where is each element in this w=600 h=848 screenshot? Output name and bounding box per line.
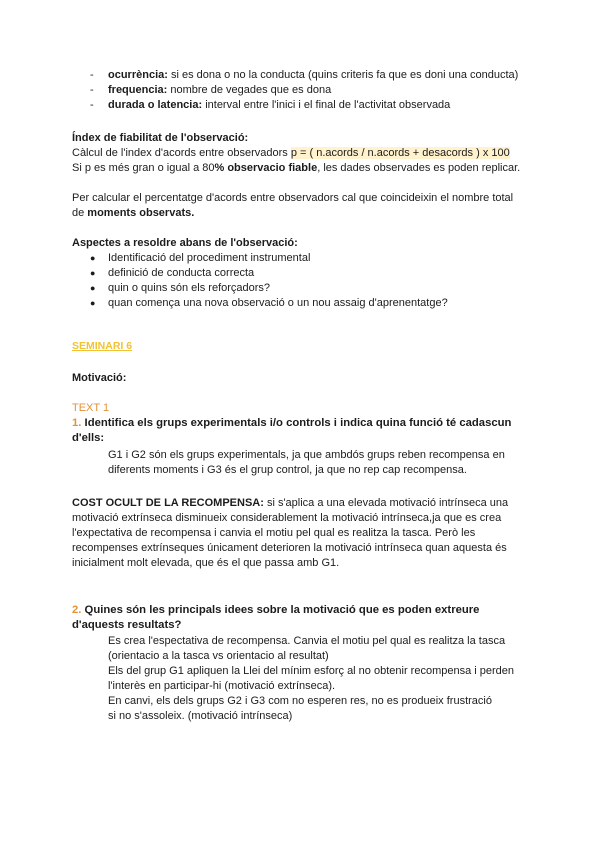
definitions-list (72, 68, 532, 113)
reliability-formula-line: Càlcul de l'index d'acords entre observadors p = ( n.acords / n.acords + desacords ) x 100 (72, 147, 510, 159)
reliability-heading: Índex de fiabilitat de l'observació: (72, 132, 249, 144)
list-item: ● quin o quins són els reforçadors? (90, 282, 271, 294)
list-item: ● quan comença una nova observació o un nou assaig d'aprenentatge? (90, 297, 448, 309)
list-item: - frequencia: nombre de vegades que es dona (90, 84, 332, 96)
seminar-topic: Motivació: (72, 372, 127, 384)
hidden-cost-paragraph: COST OCULT DE LA RECOMPENSA: si s'aplica a una elevada motivació intrínseca una motivació extrínseca disminueix considerablement la motivació intrínseca,ja que es crea l'expectativa de recompensa i canvia el motiu pel qual es realitza la tasca. Però les recompenses extrínseques únicament deterioren la motivació intrínseca quan aquesta és inicialment molt elevada, que és el que passa amb G1. (72, 497, 509, 569)
list-item: - durada o latencia: interval entre l'inici i el final de l'activitat observada (90, 99, 451, 111)
bullet-icon: ● (90, 253, 96, 263)
question-1: 1. Identifica els grups experimentals i/o controls i indica quina funció té cadascun d'ells: (72, 417, 512, 444)
text-label: TEXT 1 (72, 402, 110, 414)
list-item: ● Identificació del procediment instrumental (90, 252, 311, 264)
bullet-icon: ● (90, 298, 96, 308)
bullet-icon: ● (90, 283, 96, 293)
hidden-cost-label: COST OCULT DE LA RECOMPENSA: (72, 497, 264, 509)
question-2: 2. Quines són les principals idees sobre la motivació que es poden extreure d'aquests resultats? (72, 604, 480, 631)
aspects-heading: Aspectes a resoldre abans de l'observació: (72, 237, 298, 249)
agreement-paragraph: Per calcular el percentatge d'acords entre observadors cal que coincideixin el nombre total de moments observats. (72, 192, 514, 219)
document-page (72, 68, 532, 724)
list-item: - ocurrència: si es dona o no la conducta (quins criteris fa que es doni una conducta) (90, 69, 519, 81)
reliability-section (72, 131, 532, 176)
bullet-icon: ● (90, 268, 96, 278)
reliability-formula: p = ( n.acords / n.acords + desacords ) x 100 (290, 147, 510, 159)
answer-2: Es crea l'espectativa de recompensa. Canvia el motiu pel qual es realitza la tasca (orientacio a la tasca vs orientacio al resultat) Els del grup G1 apliquen la Llei del mínim esforç al no obtenir recompensa i perden l'interès en participar-hi (motivació extrínseca). En canvi, els dels grups G2 i G3 com no esperen res, no es produeix frustració si no s'assoleix. (motivació intrínseca) (108, 635, 515, 722)
reliability-threshold-line: Si p es més gran o igual a 80% observacio fiable, les dades observades es poden replicar. (72, 162, 521, 174)
list-item: ● definició de conducta correcta (90, 267, 255, 279)
answer-1: G1 i G2 són els grups experimentals, ja que ambdós grups reben recompensa en diferents moments i G3 és el grup control, ja que no rep cap recompensa. (108, 449, 505, 476)
aspects-list (72, 251, 532, 311)
seminar-title: SEMINARI 6 (72, 340, 133, 352)
aspects-section (72, 236, 532, 311)
